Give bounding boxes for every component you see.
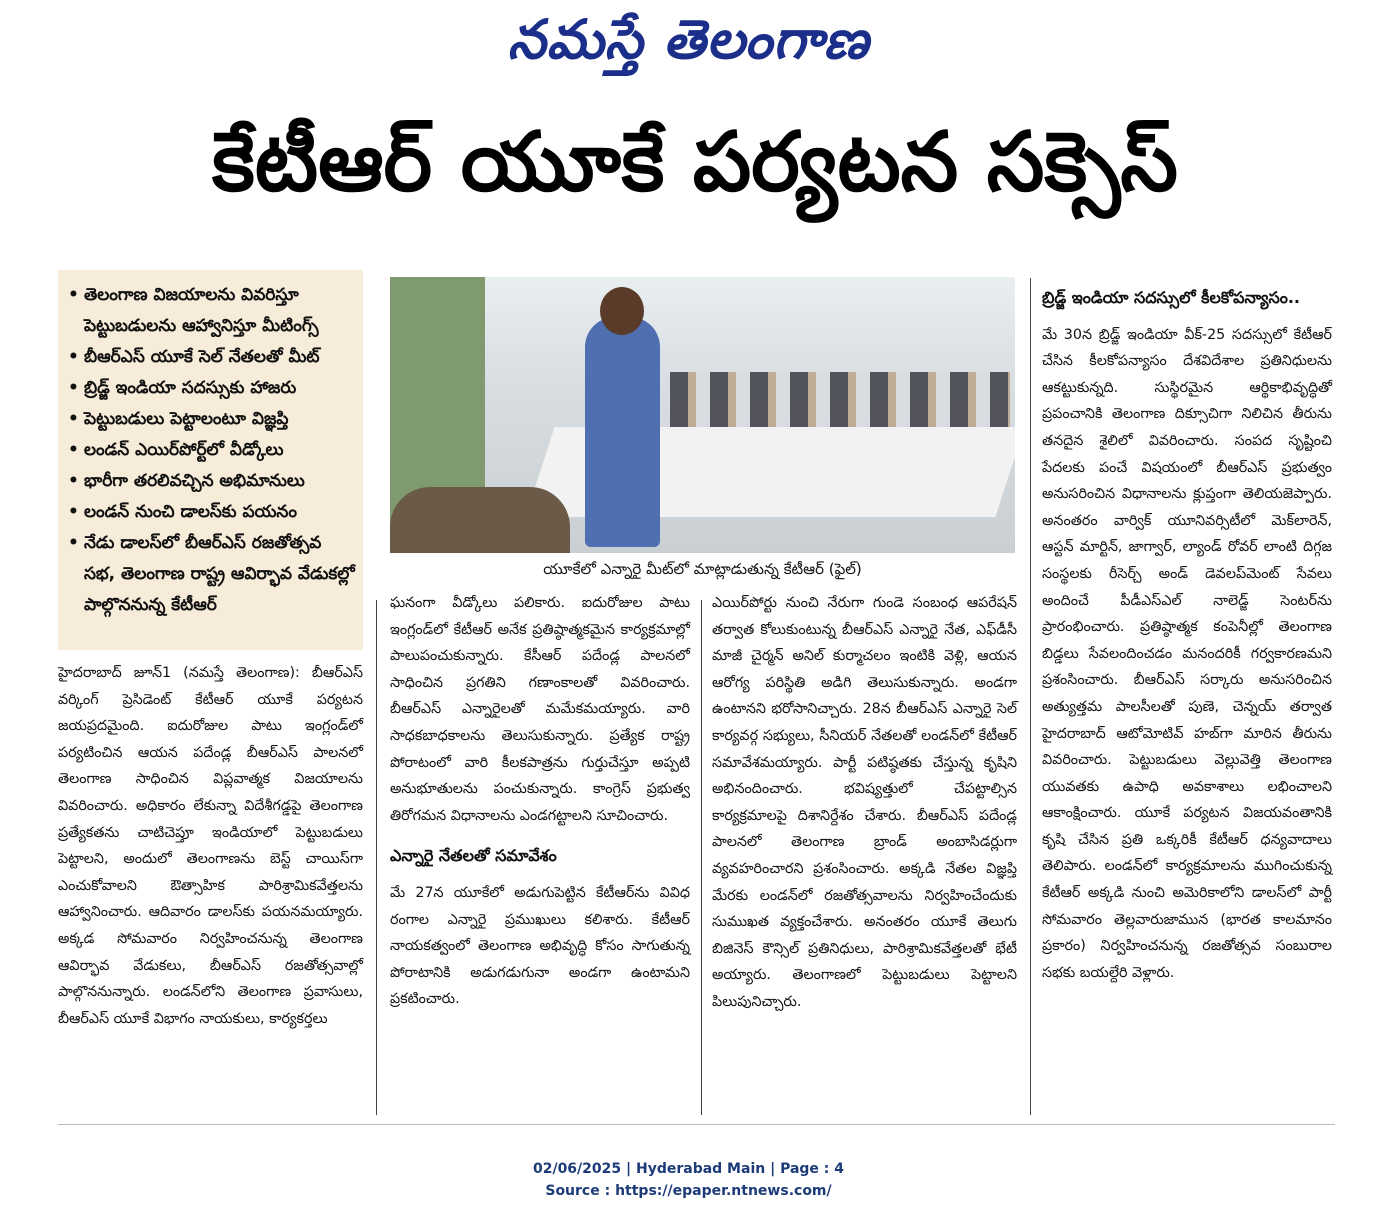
column-divider [701, 600, 702, 1115]
subheading: బ్రిడ్జ్ ఇండియా సదస్సులో కీలకోపన్యాసం.. [1042, 288, 1301, 307]
article-text: మే 27న యూకేలో అడుగుపెట్టిన కేటీఆర్‌ను వివిధ రంగాల ఎన్నారై ప్రముఖులు కలిశారు. కేటీఆర్ నాయకత్వంలో తెలంగాణ అభివృద్ధి కోసం సాగుతున్న పోరాటానికి అడుగడుగునా అండగా ఉంటామని ప్రకటించారు. [390, 884, 690, 1008]
photo-speaker [585, 317, 660, 547]
headline: కేటీఆర్ యూకే పర్యటన సక్సెస్ [212, 115, 1178, 210]
photo-caption: యూకేలో ఎన్నారై మీట్‌లో మాట్లాడుతున్న కేటీఆర్ (ఫైల్) [543, 560, 862, 578]
column-divider [376, 600, 377, 1115]
highlight-item: • తెలంగాణ విజయాలను వివరిస్తూ పెట్టుబడులను ఆహ్వానిస్తూ మీటింగ్స్ [66, 280, 355, 342]
highlight-item: • పెట్టుబడులు పెట్టాలంటూ విజ్ఞప్తి [66, 404, 355, 435]
article-column-3 [712, 590, 1017, 1016]
highlight-item: • భారీగా తరలివచ్చిన అభిమానులు [66, 466, 355, 497]
footer-source-link[interactable]: Source : https://epaper.ntnews.com/ [545, 1183, 832, 1199]
highlight-item: • లండన్ నుంచి డాలస్‌కు పయనం [66, 497, 355, 528]
article-column-4 [1042, 285, 1332, 986]
subheading: ఎన్నారై నేతలతో సమావేశం [390, 846, 557, 866]
article-text: ఎయిర్‌పోర్టు నుంచి నేరుగా గుండె సంబంధ ఆపరేషన్ తర్వాత కోలుకుంటున్న బీఆర్ఎస్ ఎన్నారై నేత, ఎఫ్‌డీసీ మాజీ చైర్మన్ అనిల్ కుర్మాచలం ఇంటికి వెళ్లి, ఆయన ఆరోగ్య పరిస్థితి అడిగి తెలుసుకున్నారు. అండగా ఉంటానని భరోసానిచ్చారు. 28న బీఆర్ఎస్ ఎన్నారై సెల్ కార్యవర్గ సభ్యులు, సీనియర్ నేతలతో లండన్‌లో కేటీఆర్ సమావేశమయ్యారు. పార్టీ పటిష్ఠతకు చేస్తున్న కృషిని అభినందించారు. భవిష్యత్తులో చేపట్టాల్సిన కార్యక్రమాలపై దిశానిర్దేశం చేశారు. బీఆర్ఎస్ పదేండ్ల పాలనలో తెలంగాణ బ్రాండ్ అంబాసిడర్లుగా వ్యవహరించారని ప్రశంసించారు. అక్కడి నేతల విజ్ఞప్తి మేరకు లండన్‌లో రజతోత్సవాలను నిర్వహించేందుకు సుముఖత వ్యక్తంచేశారు. అనంతరం యూకే తెలుగు బిజినెస్ కౌన్సిల్ ప్రతినిధులు, పారిశ్రామికవేత్తలతో భేటీ అయ్యారు. తెలంగాణలో పెట్టుబడులు పెట్టాలని పిలుపునిచ్చారు. [712, 595, 1017, 1010]
highlights-box [58, 270, 363, 650]
article-text: హైదరాబాద్ జూన్1 (నమస్తే తెలంగాణ): బీఆర్ఎస్ వర్కింగ్ ప్రెసిడెంట్ కేటీఆర్ యూకే పర్యటన జయప్రదమైంది. ఐదురోజుల పాటు ఇంగ్లండ్‌లో పర్యటించిన ఆయన పదేండ్ల బీఆర్ఎస్ పాలనలో తెలంగాణ సాధించిన విప్లవాత్మక విజయాలను వివరించారు. అధికారం లేకున్నా విదేశీగడ్డపై తెలంగాణ ప్రత్యేకతను చాటిచెప్తూ ఇండియాలో పెట్టుబడులు పెట్టాలని, అందులో తెలంగాణను బెస్ట్ చాయిస్‌గా ఎంచుకోవాలని ఔత్సాహిక పారిశ్రామికవేత్తలను ఆహ్వానించారు. ఆదివారం డాలస్‌కు పయనమయ్యారు. అక్కడ సోమవారం నిర్వహించనున్న తెలంగాణ ఆవిర్భావ వేడుకలు, బీఆర్ఎస్ రజతోత్సవాల్లో పాల్గొననున్నారు. లండన్‌లోని తెలంగాణ ప్రవాసులు, బీఆర్ఎస్ యూకే విభాగం నాయకులు, కార్యకర్తలు [58, 665, 363, 1027]
highlight-item: • బీఆర్ఎస్ యూకే సెల్ నేతలతో మీట్ [66, 342, 355, 373]
footer [0, 1158, 1377, 1202]
photo-foreground [390, 487, 570, 553]
article-column-2 [390, 590, 690, 1013]
highlights-list [66, 280, 355, 621]
highlight-item: • నేడు డాలస్‌లో బీఆర్ఎస్ రజతోత్సవ సభ, తెలంగాణ రాష్ట్ర ఆవిర్భావ వేడుకల్లో పాల్గొననున్న కేటీఆర్ [66, 528, 355, 621]
highlight-item: • లండన్ ఎయిర్‌పోర్ట్‌లో వీడ్కోలు [66, 435, 355, 466]
column-divider [1030, 278, 1031, 1115]
photo-audience [670, 372, 1010, 432]
article-column-1 [58, 660, 363, 1032]
footer-date-edition: 02/06/2025 | Hyderabad Main | Page : 4 [532, 1161, 845, 1177]
photo-speaker-head [600, 287, 644, 335]
bottom-rule [58, 1124, 1335, 1125]
masthead-logo: నమస్తే తెలంగాణ [507, 8, 870, 71]
article-text: ఘనంగా వీడ్కోలు పలికారు. ఐదురోజుల పాటు ఇంగ్లండ్‌లో కేటీఆర్ అనేక ప్రతిష్ఠాత్మకమైన కార్యక్రమాల్లో పాలుపంచుకున్నారు. కేసీఆర్ పదేండ్ల పాలనలో సాధించిన ప్రగతిని గణాంకాలతో వివరించారు. బీఆర్ఎస్ ఎన్నారైలతో మమేకమయ్యారు. వారి సాధకబాధకాలను తెలుసుకున్నారు. ప్రత్యేక రాష్ట్ర పోరాటంలో వారి కీలకపాత్రను గుర్తుచేస్తూ అప్పటి అనుభూతులను పంచుకున్నారు. కాంగ్రెస్ ప్రభుత్వ తిరోగమన విధానాలను ఎండగట్టాలని సూచించారు. [390, 595, 690, 824]
article-text: మే 30న బ్రిడ్జ్ ఇండియా వీక్-25 సదస్సులో కేటీఆర్ చేసిన కీలకోపన్యాసం దేశవిదేశాల ప్రతినిధులను ఆకట్టుకున్నది. సుస్థిరమైన ఆర్థికాభివృద్ధితో ప్రపంచానికి తెలంగాణ దిక్సూచిగా నిలిచిన తీరును తనదైన శైలిలో వివరించారు. సంపద సృష్టించి పేదలకు పంచే విషయంలో బీఆర్ఎస్ ప్రభుత్వం అనుసరించిన విధానాలను క్లుప్తంగా తెలియజెప్పారు. అనంతరం వార్విక్ యూనివర్సిటీలో మెక్‌లారెన్, ఆస్టన్ మార్టిన్, జాగ్వార్, ల్యాండ్ రోవర్ లాంటి దిగ్గజ సంస్థలకు రీసెర్చ్ అండ్ డెవలప్‌మెంట్ సేవలు అందించే పీడీఎస్ఎల్ నాలెడ్జ్ సెంటర్‌ను ప్రారంభించారు. ప్రతిష్ఠాత్మక కంపెనీల్లో తెలంగాణ బిడ్డలు సేవలందించడం మనందరికీ గర్వకారణమని ప్రశంసించారు. బీఆర్ఎస్ సర్కారు అనుసరించిన అత్యుత్తమ పాలసీలతో పుణె, చెన్నయ్ తర్వాత హైదరాబాద్ ఆటోమోటివ్ హబ్‌గా మారిన తీరును వివరించారు. పెట్టుబడులు వెల్లువెత్తి తెలంగాణ యువతకు ఉపాధి అవకాశాలు లభించాలని ఆకాంక్షించారు. యూకే పర్యటన విజయవంతానికి కృషి చేసిన ప్రతి ఒక్కరికీ కేటీఆర్ ధన్యవాదాలు తెలిపారు. లండన్‌లో కార్యక్రమాలను ముగించుకున్న కేటీఆర్ అక్కడి నుంచి అమెరికాలోని డాలస్‌లో పార్టీ సోమవారం తెల్లవారుజామున (భారత కాలమానం ప్రకారం) నిర్వహించనున్న రజతోత్సవ సంబురాల సభకు బయల్దేరి వెళ్లారు. [1042, 326, 1332, 981]
news-photo [390, 277, 1015, 553]
highlight-item: • బ్రిడ్జ్ ఇండియా సదస్సుకు హాజరు [66, 373, 355, 404]
